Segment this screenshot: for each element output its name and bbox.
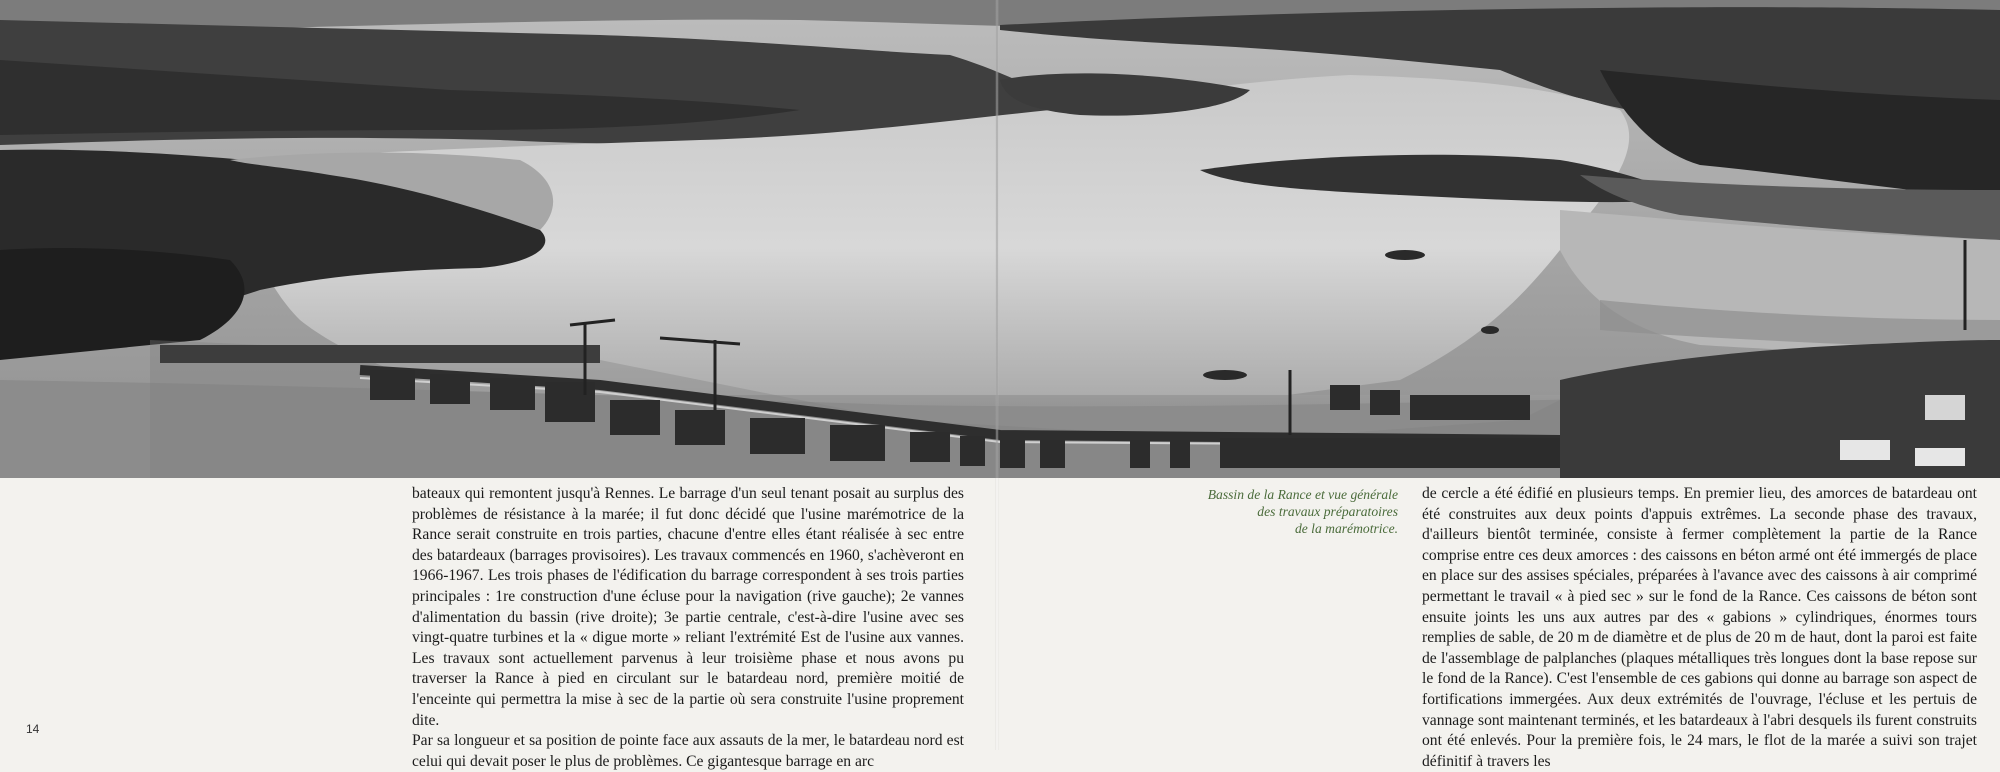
caption-line-3: de la marémotrice. — [1294, 521, 1398, 536]
left-text-column — [412, 484, 964, 772]
left-paragraph-1: bateaux qui remontent jusqu'à Rennes. Le barrage d'un seul tenant posait au surplus des problèmes de résistance à la marée; il fut donc décidé que l'usine marémotrice de la Rance serait construite en trois parties, chacune d'entre elles étant réalisée à sec entre des batardeaux (barrages provisoires). Les travaux commencés en 1960, s'achèveront en 1966-1967. Les trois phases de l'édification du barrage correspondent à ses trois parties principales : 1re construction d'une écluse pour la navigation (rive gauche); 2e vannes d'alimentation du bassin (rive droite); 3e partie centrale, c'est-à-dire l'usine avec ses vingt-quatre turbines et la « digue morte » reliant l'extrémité Est de l'usine aux vannes. Les travaux sont actuellement parvenus à leur troisième phase et nous avons pu traverser la Rance à pied en circulant sur le batardeau nord, première moitié de l'enceinte qui permettra la mise à sec de la partie où sera construite l'usine proprement dite. — [412, 485, 964, 729]
page-gutter — [995, 0, 999, 750]
caption-line-2: des travaux préparatoires — [1257, 504, 1398, 519]
right-text-column — [1422, 484, 1977, 772]
page-number: 14 — [26, 722, 40, 736]
photo-caption — [1160, 486, 1398, 537]
right-paragraph-1: de cercle a été édifié en plusieurs temps. En premier lieu, des amorces de batardeau ont été construites aux deux points d'appuis extrêmes. La seconde phase des travaux, d'ailleurs bientôt terminée, consiste à fermer complètement la partie de la Rance comprise entre ces deux amorces : des caissons en béton armé ont été immergés de place en place sur des assises spéciales, préparées à l'avance avec des caissons à air comprimé permettant le travail « à pied sec » sur le fond de la Rance. Ces caissons de béton sont ensuite joints les uns aux autres par des « gabions » cylindriques, énormes tours remplies de sable, de 20 m de diamètre et de plus de 20 m de haut, dont la paroi est faite de l'assemblage de palplanches (plaques métalliques très longues dont la base repose sur le fond de la Rance). C'est l'ensemble de ces gabions qui donne au barrage son aspect de fortifications immergées. Aux deux extrémités de l'ouvrage, l'écluse et les pertuis de vannage sont maintenant terminés, et les batardeaux à l'abri desquels ils furent construits ont été enlevés. Pour la première fois, le 24 mars, le flot de la marée a suivi son trajet définitif à travers les — [1422, 485, 1977, 770]
caption-line-1: Bassin de la Rance et vue générale — [1207, 487, 1398, 502]
left-paragraph-2: Par sa longueur et sa position de pointe face aux assauts de la mer, le batardeau nord est celui qui devait poser le plus de problèmes. Ce gigantesque barrage en arc — [412, 732, 964, 770]
